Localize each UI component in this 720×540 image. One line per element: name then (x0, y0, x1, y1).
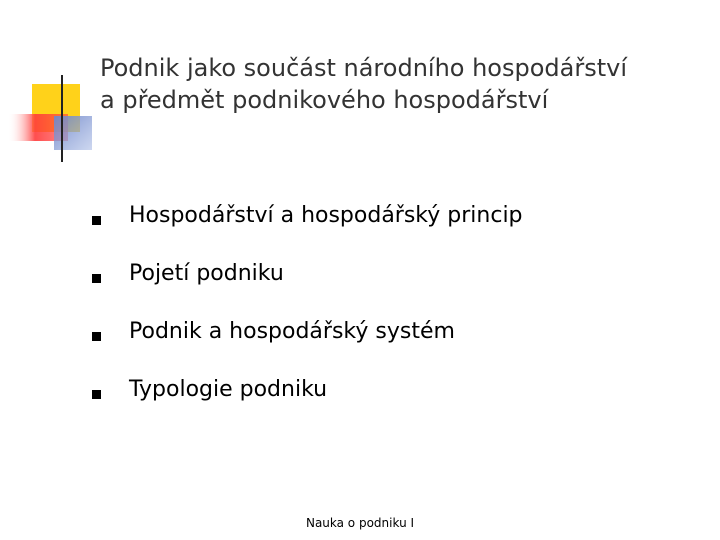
bullet-text: Podnik a hospodářský systém (129, 319, 455, 344)
list-item (92, 374, 523, 432)
list-item (92, 316, 523, 374)
square-bullet-icon (92, 274, 101, 283)
bullet-list (92, 200, 523, 432)
slide-title (100, 52, 700, 116)
list-item (92, 258, 523, 316)
bullet-text: Hospodářství a hospodářský princip (129, 203, 523, 228)
blue-square (54, 116, 92, 150)
list-item (92, 200, 523, 258)
square-bullet-icon (92, 216, 101, 225)
title-line-2: a předmět podnikového hospodářství (100, 86, 549, 114)
bullet-text: Pojetí podniku (129, 261, 284, 286)
slide-footer: Nauka o podniku I (305, 516, 415, 530)
square-bullet-icon (92, 390, 101, 399)
square-bullet-icon (92, 332, 101, 341)
bullet-text: Typologie podniku (129, 377, 328, 402)
title-line-1: Podnik jako součást národního hospodářství (100, 54, 628, 82)
